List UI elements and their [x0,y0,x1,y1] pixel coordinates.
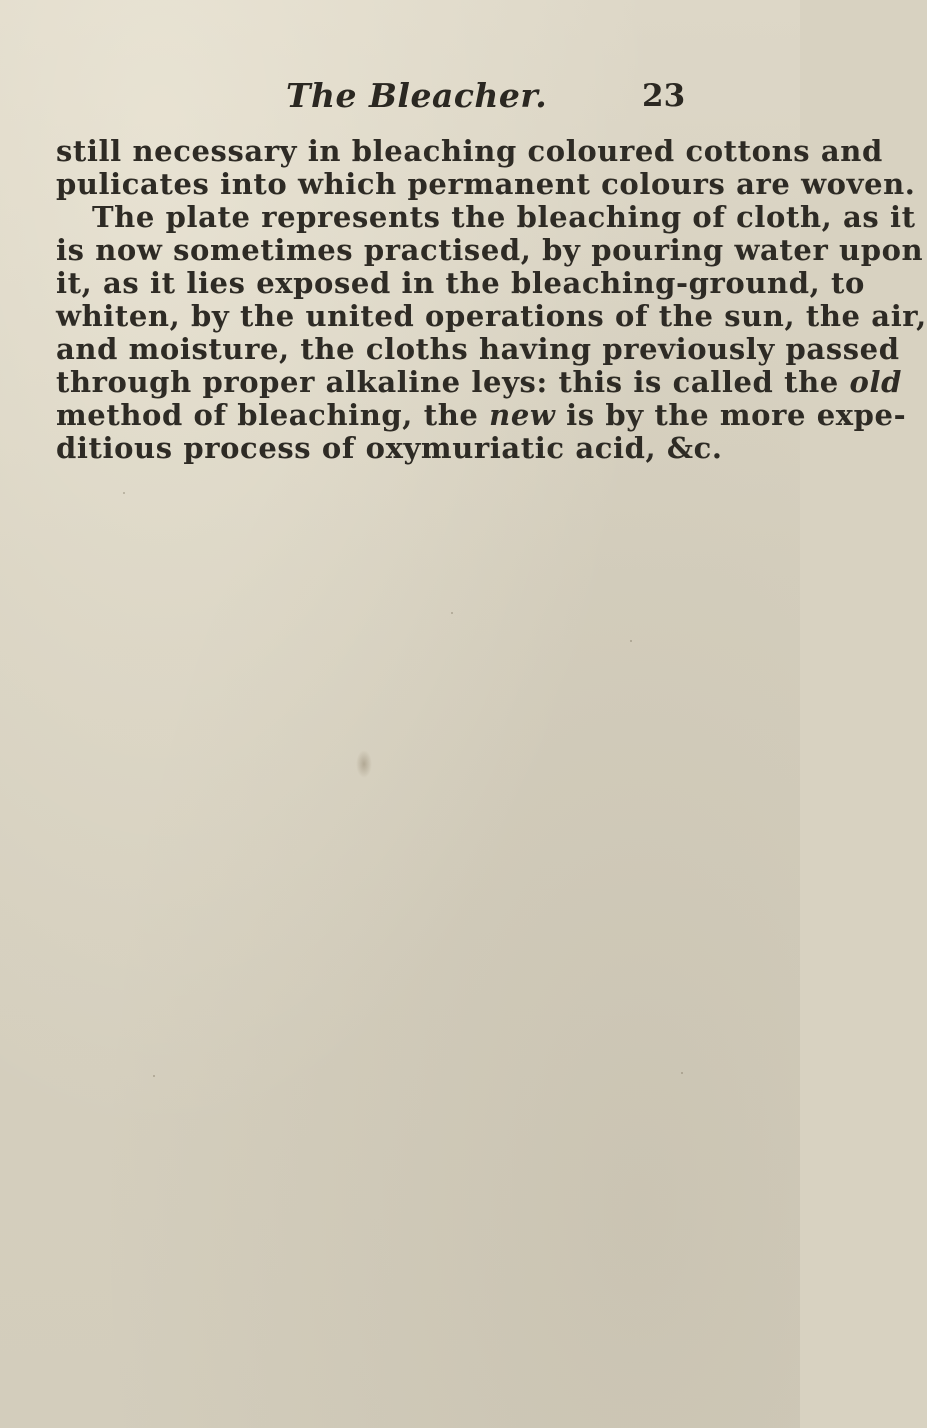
paper-speck [123,492,125,494]
text-segment: method of bleaching, the [56,398,479,432]
text-line: it, as it lies exposed in the bleaching-ground, to [56,266,865,300]
paper-speck [451,612,453,614]
text-line [56,397,906,433]
text-line: pulicates into which permanent colours are woven. [56,167,916,201]
text-line: is now sometimes practised, by pouring water upon [56,233,924,267]
page-header [0,76,800,120]
paper-speck [153,1075,155,1077]
paper-speck [630,640,632,642]
page-number: 23 [642,78,686,114]
text-line [56,364,902,400]
running-title: The Bleacher. [286,76,548,115]
emphasis-new: new [489,398,556,432]
text-segment: is by the more expe- [566,398,907,432]
text-line: whiten, by the united operations of the sun, the air, [56,299,927,333]
text-line: ditious process of oxymuriatic acid, &c. [56,431,723,465]
text-line: still necessary in bleaching coloured cottons and [56,134,883,168]
emphasis-old: old [849,365,902,399]
text-line: and moisture, the cloths having previously passed [56,332,900,366]
paper-speck [681,1072,683,1074]
paper-stain [356,750,372,778]
text-line: The plate represents the bleaching of cloth, as it [92,200,916,234]
text-segment: through proper alkaline leys: this is called the [56,365,839,399]
